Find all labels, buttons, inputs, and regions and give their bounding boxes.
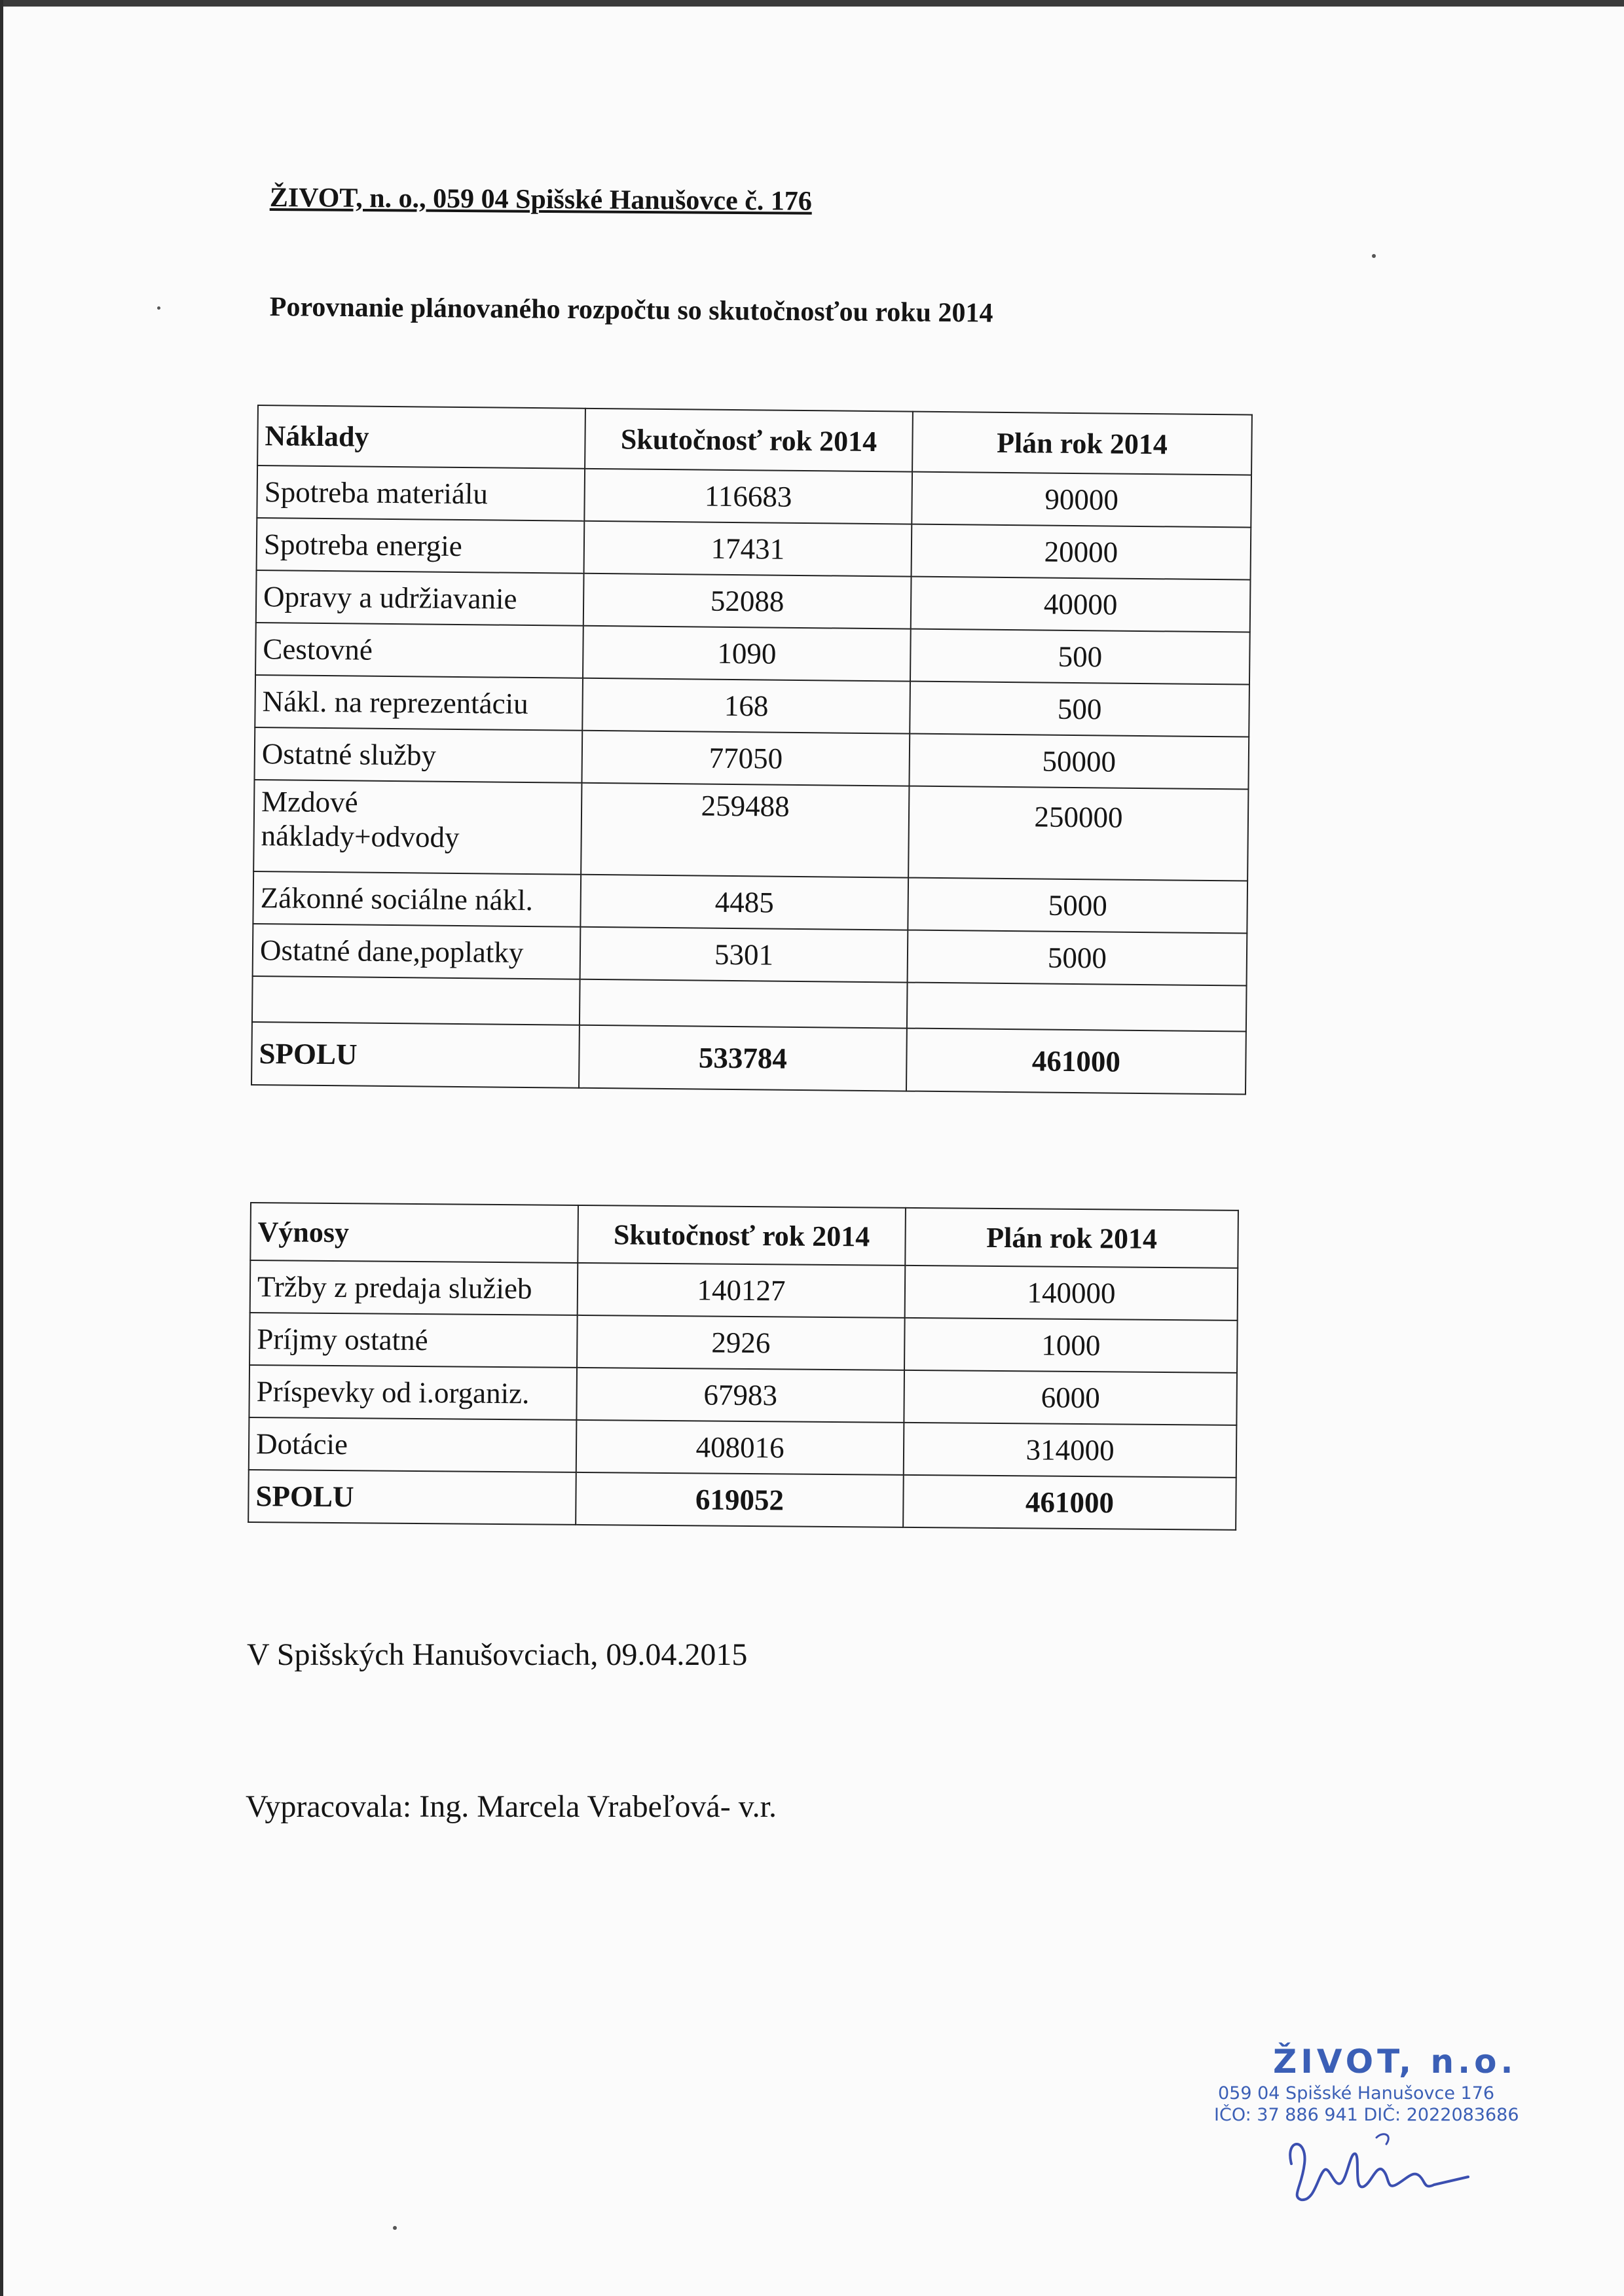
row-label: Príspevky od i.organiz. bbox=[249, 1365, 577, 1420]
column-header: Plán rok 2014 bbox=[912, 412, 1252, 475]
table-row bbox=[255, 675, 1249, 737]
document-title: Porovnanie plánovaného rozpočtu so skutočnosťou roku 2014 bbox=[269, 291, 993, 329]
empty-cell bbox=[252, 976, 580, 1025]
scan-speck bbox=[393, 2226, 397, 2230]
stamp-address: 059 04 Spišské Hanušovce 176 bbox=[1218, 2083, 1495, 2104]
row-label: Tržby z predaja služieb bbox=[250, 1260, 578, 1315]
table-row bbox=[249, 1365, 1237, 1425]
total-row bbox=[251, 1022, 1246, 1095]
plan-value: 90000 bbox=[912, 472, 1251, 528]
row-label: Zákonné sociálne nákl. bbox=[253, 871, 581, 927]
table-row bbox=[255, 623, 1250, 685]
table-row bbox=[256, 570, 1251, 632]
plan-value: 1000 bbox=[904, 1318, 1238, 1373]
scan-edge-left bbox=[0, 0, 3, 2296]
row-label: Ostatné dane,poplatky bbox=[253, 924, 581, 979]
row-label-line: náklady+odvody bbox=[261, 819, 460, 854]
total-row bbox=[248, 1470, 1236, 1530]
row-label: Spotreba materiálu bbox=[257, 465, 585, 521]
actual-value: 4485 bbox=[580, 875, 908, 930]
plan-value: 5000 bbox=[908, 930, 1247, 986]
actual-value: 116683 bbox=[584, 469, 912, 524]
plan-value: 20000 bbox=[912, 524, 1251, 580]
actual-value: 52088 bbox=[583, 574, 912, 629]
row-label: Spotreba energie bbox=[257, 518, 585, 574]
table-row bbox=[254, 727, 1249, 790]
column-header: Skutočnosť rok 2014 bbox=[585, 409, 913, 472]
table-row bbox=[250, 1260, 1238, 1321]
plan-value: 5000 bbox=[908, 878, 1247, 934]
row-label: Nákl. na reprezentáciu bbox=[255, 675, 583, 731]
actual-value: 259488 bbox=[581, 783, 909, 878]
row-label: Príjmy ostatné bbox=[249, 1313, 578, 1368]
handwritten-signature bbox=[1278, 2124, 1475, 2216]
row-label: Ostatné služby bbox=[254, 727, 582, 783]
row-label bbox=[253, 780, 581, 875]
total-plan: 461000 bbox=[906, 1029, 1246, 1095]
table-header-row bbox=[250, 1203, 1238, 1268]
plan-value: 500 bbox=[910, 629, 1250, 685]
total-label: SPOLU bbox=[248, 1470, 576, 1525]
scan-speck bbox=[1372, 254, 1376, 258]
plan-value: 500 bbox=[910, 682, 1249, 737]
total-label: SPOLU bbox=[251, 1022, 580, 1088]
organization-header: ŽIVOT, n. o., 059 04 Spišské Hanušovce č. 176 bbox=[269, 182, 812, 217]
actual-value: 168 bbox=[582, 678, 910, 734]
table-header-row bbox=[257, 405, 1252, 475]
plan-value: 50000 bbox=[909, 734, 1249, 790]
plan-value: 6000 bbox=[904, 1370, 1237, 1425]
empty-cell bbox=[907, 983, 1247, 1032]
revenue-table bbox=[248, 1202, 1239, 1531]
actual-value: 2926 bbox=[577, 1315, 905, 1370]
table-row bbox=[253, 871, 1247, 934]
actual-value: 1090 bbox=[583, 626, 911, 682]
total-actual: 619052 bbox=[576, 1472, 904, 1527]
organization-stamp bbox=[1213, 2043, 1519, 2259]
row-label: Opravy a udržiavanie bbox=[256, 570, 584, 626]
column-header: Výnosy bbox=[250, 1203, 578, 1263]
actual-value: 17431 bbox=[584, 521, 912, 577]
actual-value: 5301 bbox=[580, 927, 908, 983]
actual-value: 77050 bbox=[581, 731, 910, 786]
row-label: Cestovné bbox=[255, 623, 583, 678]
table-row bbox=[257, 518, 1251, 580]
plan-value: 140000 bbox=[905, 1266, 1238, 1321]
empty-cell bbox=[580, 979, 908, 1029]
plan-value: 250000 bbox=[908, 786, 1248, 881]
plan-value: 40000 bbox=[911, 577, 1251, 632]
plan-value: 314000 bbox=[904, 1423, 1237, 1478]
scan-edge-top bbox=[0, 0, 1624, 7]
costs-table bbox=[251, 405, 1253, 1095]
table-row bbox=[253, 780, 1248, 881]
stamp-ids: IČO: 37 886 941 DIČ: 2022083686 bbox=[1214, 2105, 1519, 2125]
column-header: Náklady bbox=[257, 405, 585, 469]
actual-value: 408016 bbox=[576, 1420, 904, 1475]
table-row bbox=[253, 924, 1247, 986]
prepared-by: Vypracovala: Ing. Marcela Vrabeľová- v.r. bbox=[246, 1789, 777, 1824]
table-row bbox=[249, 1313, 1238, 1373]
place-and-date: V Spišských Hanušovciach, 09.04.2015 bbox=[247, 1637, 748, 1672]
stamp-organization: ŽIVOT, n.o. bbox=[1273, 2043, 1517, 2081]
total-actual: 533784 bbox=[579, 1025, 907, 1091]
scan-speck bbox=[157, 306, 160, 310]
actual-value: 140127 bbox=[578, 1263, 906, 1318]
table-row bbox=[257, 465, 1251, 528]
row-label: Dotácie bbox=[249, 1417, 577, 1472]
table-row bbox=[249, 1417, 1237, 1478]
row-label-line: Mzdové bbox=[261, 785, 358, 819]
column-header: Plán rok 2014 bbox=[905, 1208, 1238, 1268]
total-plan: 461000 bbox=[903, 1475, 1236, 1530]
column-header: Skutočnosť rok 2014 bbox=[578, 1205, 906, 1266]
actual-value: 67983 bbox=[576, 1368, 904, 1423]
